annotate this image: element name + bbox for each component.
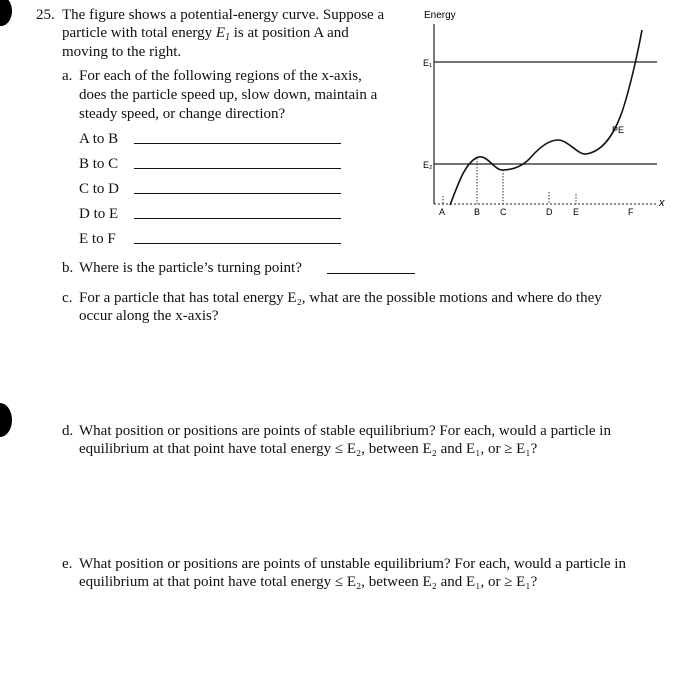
part-a-line-3: steady speed, or change direction? <box>79 106 286 122</box>
pe-curve-label: PE <box>612 125 625 135</box>
position-d: D <box>546 207 553 217</box>
position-c: C <box>500 207 507 217</box>
answer-line-d-to-e[interactable] <box>134 218 341 219</box>
region-b-to-c: B to C <box>79 156 119 172</box>
region-e-to-f: E to F <box>79 231 116 247</box>
part-a-line-1: For each of the following regions of the x-axis, <box>79 68 362 84</box>
position-ticks <box>443 158 576 204</box>
part-d-label: d. <box>62 423 74 439</box>
region-c-to-d: C to D <box>79 181 120 197</box>
answer-line-c-to-d[interactable] <box>134 193 341 194</box>
e1-label: E₁ <box>423 58 433 68</box>
part-d-line-2: equilibrium at that point have total energy ≤ E₂, between E₂ and E₁, or ≥ E₁? <box>79 441 538 457</box>
potential-energy-figure <box>410 0 670 230</box>
part-e-line-1: What position or positions are points of unstable equilibrium? For each, would a particle in <box>79 556 626 572</box>
position-f: F <box>628 207 634 217</box>
part-a-label: a. <box>62 68 73 84</box>
answer-line-e-to-f[interactable] <box>134 243 341 244</box>
part-c-line-2: occur along the x-axis? <box>79 308 219 324</box>
part-a-line-2: does the particle speed up, slow down, maintain a <box>79 87 378 103</box>
intro-line-3: moving to the right. <box>62 44 182 60</box>
x-axis-label: x <box>659 197 665 209</box>
problem-number: 25. <box>36 7 55 23</box>
intro-line-1: The figure shows a potential-energy curve. Suppose a <box>62 7 385 23</box>
region-d-to-e: D to E <box>79 206 119 222</box>
position-e: E <box>573 207 580 217</box>
part-b-label: b. <box>62 260 74 276</box>
part-d-line-1: What position or positions are points of stable equilibrium? For each, would a particle in <box>79 423 611 439</box>
part-e-label: e. <box>62 556 73 572</box>
answer-line-b-to-c[interactable] <box>134 168 341 169</box>
energy-axis-label: Energy <box>424 10 456 21</box>
region-a-to-b: A to B <box>79 131 119 147</box>
position-b: B <box>474 207 481 217</box>
e2-label: E₂ <box>423 160 433 170</box>
part-b-text: Where is the particle’s turning point? <box>79 260 302 276</box>
e1-symbol: $E_1$ <box>215 25 231 43</box>
intro-line-2: particle with total energy $E_1$ is at position A and <box>62 25 349 43</box>
binder-hole-bottom <box>0 403 12 437</box>
position-a: A <box>439 207 446 217</box>
answer-line-a-to-b[interactable] <box>134 143 341 144</box>
answer-line-turning-point[interactable] <box>327 273 415 274</box>
part-e-line-2: equilibrium at that point have total energy ≤ E₂, between E₂ and E₁, or ≥ E₁? <box>79 574 538 590</box>
potential-energy-curve <box>450 30 642 205</box>
binder-hole-top <box>0 0 12 26</box>
part-c-label: c. <box>62 290 73 306</box>
part-c-line-1: For a particle that has total energy E₂, what are the possible motions and where do they <box>79 290 602 306</box>
